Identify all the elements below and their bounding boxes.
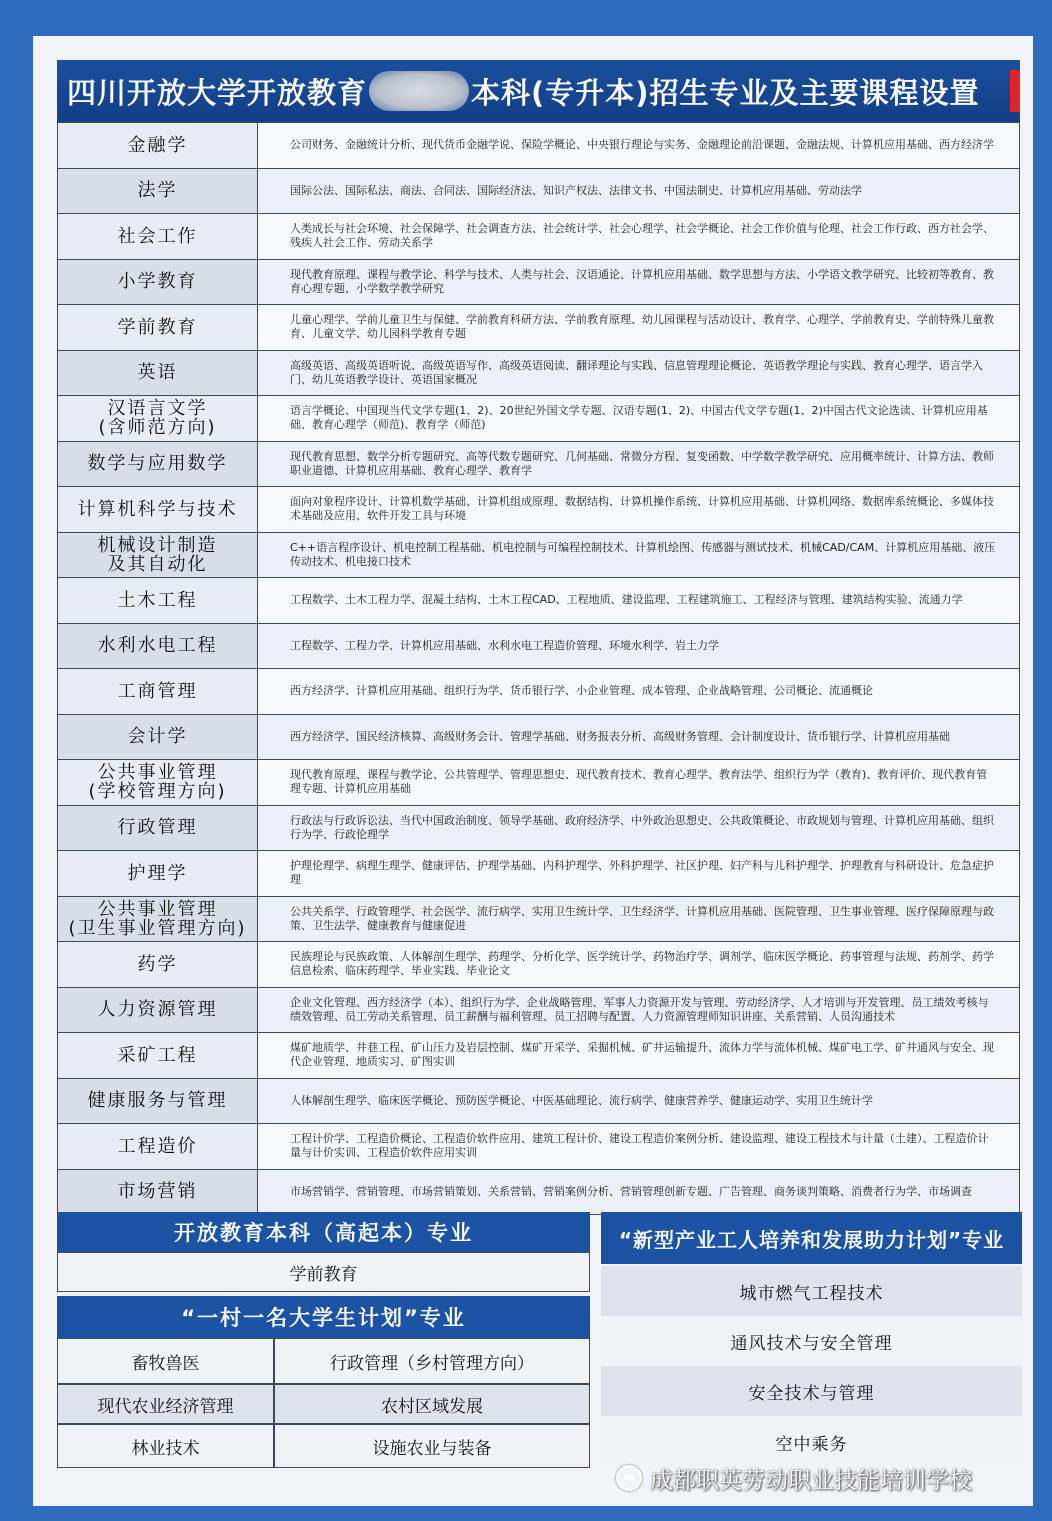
major-courses: 工程数学、工程力学、计算机应用基础、水利水电工程造价管理、环境水利学、岩土力学 (258, 623, 1020, 669)
major-name-cell (58, 851, 258, 897)
major-courses: 公司财务、金融统计分析、现代货币金融学说、保险学概论、中央银行理论与实务、金融理论前沿课题、金融法规、计算机应用基础、西方经济学 (258, 123, 1020, 169)
major-courses: 护理伦理学、病理生理学、健康评估、护理学基础、内科护理学、外科护理学、社区护理、妇产科与儿科护理学、护理教育与科研设计、危急症护理 (258, 851, 1020, 897)
table-row (58, 851, 1020, 897)
major-name-cell (58, 123, 258, 169)
major-name: 水利水电工程 (97, 635, 218, 657)
major-name: 汉语言文学 (含师范方向) (98, 398, 217, 439)
table-row (58, 168, 1020, 214)
major-name: 小学教育 (117, 271, 198, 293)
major-courses: 语言学概论、中国现当代文学专题(1、2)、20世纪外国文学专题、汉语专题(1、2)、中国古代文学专题(1、2)中国古代文论选读、计算机应用基础、教育心理学（师范)、教育学（师范) (258, 396, 1020, 442)
major-courses: 高级英语、高级英语听说、高级英语写作、高级英语阅读、翻译理论与实践、信息管理理论概论、英语教学理论与实践、教育心理学、语言学入门、幼儿英语教学设计、英语国家概况 (258, 350, 1020, 396)
major-name-cell (58, 1033, 258, 1079)
major-name: 市场营销 (117, 1181, 198, 1203)
major-courses: 企业文化管理、西方经济学（本）、组织行为学、企业战略管理、军事人力资源开发与管理、劳动经济学、人才培训与开发管理、员工绩效考核与绩效管理、员工劳动关系管理、员工薪酬与福利管理、员工招聘与配置、人力资源管理师知识讲座、关系营销、人员沟通技术 (258, 987, 1020, 1033)
watermark-text: 成都职英劳动职业技能培训学校 (650, 1467, 972, 1494)
table-row (58, 396, 1020, 442)
major-name: 会计学 (127, 726, 188, 748)
red-accent-marker (1010, 70, 1020, 112)
title-left-text: 四川开放大学开放教育 (67, 75, 368, 110)
major-courses: 儿童心理学、学前儿童卫生与保健、学前教育科研方法、学前教育原理、幼儿园课程与活动设计、教育学、心理学、学前教育史、学前特殊儿童教育、儿童文学、幼儿园科学教育专题 (258, 305, 1020, 351)
major-name-cell (58, 896, 258, 942)
major-courses: 市场营销学、营销管理、市场营销策划、关系营销、营销案例分析、营销管理创新专题、广告管理、商务谈判策略、消费者行为学、市场调查 (258, 1169, 1020, 1215)
xinxing-item: 城市燃气工程技术 (601, 1266, 1022, 1316)
major-courses: 现代教育原理、课程与教学论、科学与技术、人类与社会、汉语通论、计算机应用基础、数学思想与方法、小学语文教学研究、比较初等教育、教育心理专题、小学数学教学研究 (258, 259, 1020, 305)
major-name-cell (58, 305, 258, 351)
table-row (58, 1033, 1020, 1079)
yicun-cell: 林业技术 (57, 1424, 274, 1468)
major-name-cell (58, 1169, 258, 1215)
major-name: 计算机科学与技术 (77, 498, 238, 520)
gaoqiben-item: 学前教育 (57, 1252, 590, 1292)
major-name: 数学与应用数学 (87, 453, 228, 475)
major-name: 健康服务与管理 (87, 1090, 228, 1112)
major-name: 英语 (137, 362, 178, 384)
xinxing-item: 安全技术与管理 (601, 1366, 1022, 1416)
table-row (58, 441, 1020, 487)
yicun-cell: 现代农业经济管理 (57, 1384, 274, 1424)
blurred-redaction (369, 71, 469, 111)
major-name-cell (58, 396, 258, 442)
majors-table-body (58, 123, 1020, 1215)
xinxing-heading: “新型产业工人培养和发展助力计划”专业 (601, 1212, 1022, 1264)
major-name: 护理学 (127, 862, 188, 884)
major-name-cell (58, 714, 258, 760)
major-name-cell (58, 532, 258, 578)
major-courses: 人体解剖生理学、临床医学概论、预防医学概论、中医基础理论、流行病学、健康营养学、健康运动学、实用卫生统计学 (258, 1078, 1020, 1124)
watermark (616, 1460, 1036, 1496)
major-name: 采矿工程 (117, 1044, 198, 1066)
table-row (58, 942, 1020, 988)
major-courses: 现代教育原理、课程与教学论、公共管理学、管理思想史、现代教育技术、教育心理学、教育法学、组织行为学（教育)、教育评价、现代教育管理专题、计算机应用基础 (258, 760, 1020, 806)
majors-table (57, 122, 1020, 1215)
major-courses: 行政法与行政诉讼法、当代中国政治制度、领导学基础、政府经济学、中外政治思想史、公共政策概论、市政规划与管理、计算机应用基础、组织行为学、行政伦理学 (258, 805, 1020, 851)
major-name-cell (58, 942, 258, 988)
gaoqiben-heading: 开放教育本科（高起本）专业 (57, 1212, 590, 1252)
table-row (58, 350, 1020, 396)
table-row (58, 805, 1020, 851)
table-row (58, 896, 1020, 942)
major-name: 公共事业管理 (学校管理方向) (88, 762, 227, 803)
major-name-cell (58, 669, 258, 715)
major-name: 工程造价 (117, 1135, 198, 1157)
table-row (58, 305, 1020, 351)
yicun-cell: 设施农业与装备 (274, 1424, 590, 1468)
major-courses: 民族理论与民族政策、人体解剖生理学、药理学、分析化学、医学统计学、药物治疗学、调剂学、临床医学概论、药事管理与法规、药剂学、药学信息检索、临床药理学、毕业实践、毕业论文 (258, 942, 1020, 988)
table-row (58, 578, 1020, 624)
major-name: 人力资源管理 (97, 999, 218, 1021)
table-row (58, 1124, 1020, 1170)
major-courses: 西方经济学、计算机应用基础、组织行为学、货币银行学、小企业管理、成本管理、企业战略管理、公司概论、流通概论 (258, 669, 1020, 715)
major-name-cell (58, 805, 258, 851)
table-row (58, 669, 1020, 715)
major-courses: 公共关系学、行政管理学、社会医学、流行病学、实用卫生统计学、卫生经济学、计算机应用基础、医院管理、卫生事业管理、医疗保障原理与政策、卫生法学、健康教育与健康促进 (258, 896, 1020, 942)
major-courses: 国际公法、国际私法、商法、合同法、国际经济法、知识产权法、法律文书、中国法制史、计算机应用基础、劳动法学 (258, 168, 1020, 214)
table-row (58, 214, 1020, 260)
major-name: 法学 (137, 180, 178, 202)
major-name: 机械设计制造 及其自动化 (97, 534, 218, 575)
major-courses: 工程数学、土木工程力学、混凝土结构、土木工程CAD、工程地质、建设监理、工程建筑施工、工程经济与管理、建筑结构实验、流通力学 (258, 578, 1020, 624)
yicun-cell: 行政管理（乡村管理方向） (274, 1338, 590, 1384)
table-row (58, 123, 1020, 169)
major-name-cell (58, 350, 258, 396)
table-row (58, 259, 1020, 305)
major-courses: 面向对象程序设计、计算机数学基础、计算机组成原理、数据结构、计算机操作系统、计算机应用基础、计算机网络、数据库系统概论、多媒体技术基础及应用、软件开发工具与环境 (258, 487, 1020, 533)
major-courses: 现代教育思想、数学分析专题研究、高等代数专题研究、几何基础、常微分方程、复变函数、中学数学教学研究、应用概率统计、计算方法、教师职业道德、计算机应用基础、教育心理学、教育学 (258, 441, 1020, 487)
page-title (57, 60, 1020, 122)
major-name: 金融学 (127, 134, 188, 156)
major-name-cell (58, 441, 258, 487)
major-name: 行政管理 (117, 817, 198, 839)
major-courses: 煤矿地质学、井巷工程、矿山压力及岩层控制、煤矿开采学、采掘机械、矿井运输提升、流体力学与流体机械、煤矿电工学、矿井通风与安全、现代企业管理、地质实习、矿图实训 (258, 1033, 1020, 1079)
table-row (58, 487, 1020, 533)
major-name-cell (58, 168, 258, 214)
title-right-text: 本科(专升本)招生专业及主要课程设置 (471, 75, 980, 110)
major-courses: C++语言程序设计、机电控制工程基础、机电控制与可编程控制技术、计算机绘图、传感器与测试技术、机械CAD/CAM、计算机应用基础、液压传动技术、机电接口技术 (258, 532, 1020, 578)
major-name-cell (58, 259, 258, 305)
major-name: 土木工程 (117, 589, 198, 611)
major-name-cell (58, 1078, 258, 1124)
major-name: 工商管理 (117, 680, 198, 702)
xinxing-item: 通风技术与安全管理 (601, 1316, 1022, 1366)
wechat-icon (616, 1465, 642, 1491)
table-row (58, 987, 1020, 1033)
table-row (58, 1078, 1020, 1124)
xinxing-item: 空中乘务 (601, 1416, 1022, 1468)
major-courses: 人类成长与社会环境、社会保障学、社会调查方法、社会统计学、社会心理学、社会学概论、社会工作价值与伦理、社会工作行政、西方社会学、残疾人社会工作、劳动关系学 (258, 214, 1020, 260)
major-name-cell (58, 760, 258, 806)
table-row (58, 623, 1020, 669)
table-row (58, 714, 1020, 760)
major-name-cell (58, 1124, 258, 1170)
major-courses: 工程计价学、工程造价概论、工程造价软件应用、建筑工程计价、建设工程造价案例分析、建设监理、建设工程技术与计量（土建）、工程造价计量与计价实训、工程造价软件应用实训 (258, 1124, 1020, 1170)
major-name-cell (58, 487, 258, 533)
major-name: 社会工作 (117, 225, 198, 247)
yicun-cell: 畜牧兽医 (57, 1338, 274, 1384)
major-name-cell (58, 214, 258, 260)
major-name: 公共事业管理 (卫生事业管理方向) (68, 898, 247, 939)
table-row (58, 1169, 1020, 1215)
major-name-cell (58, 623, 258, 669)
yicun-cell: 农村区域发展 (274, 1384, 590, 1424)
table-row (58, 532, 1020, 578)
major-name-cell (58, 578, 258, 624)
yicun-heading: “一村一名大学生计划”专业 (57, 1296, 590, 1338)
major-name-cell (58, 987, 258, 1033)
major-name: 药学 (137, 953, 178, 975)
table-row (58, 760, 1020, 806)
major-name: 学前教育 (117, 316, 198, 338)
major-courses: 西方经济学、国民经济核算、高级财务会计、管理学基础、财务报表分析、高级财务管理、会计制度设计、货币银行学、计算机应用基础 (258, 714, 1020, 760)
